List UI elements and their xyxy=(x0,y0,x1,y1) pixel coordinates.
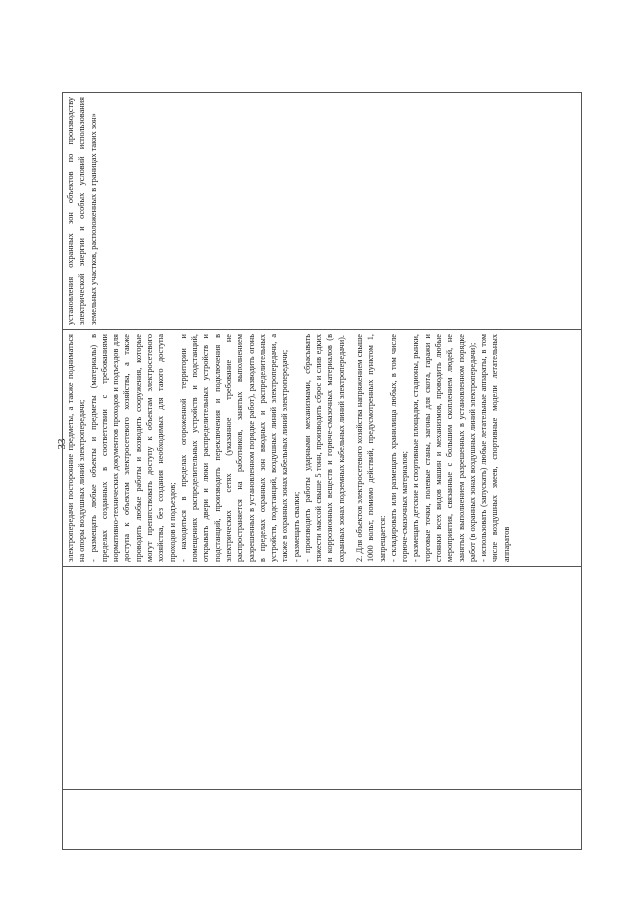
restriction-paragraph: - производить работы ударными механизмами, сбрасывать тяжести массой свыше 5 тонн, производить сброс и слив едких и коррозионных веществ и горюче-смазочных материалов (в охранных зонах подземных кабельных линий электропередачи). xyxy=(302,334,346,562)
legal-basis-cell: установления охранных зон объектов по производству электрической энергии и особых условий использования земельных участков, расположенных в границах таких зон» xyxy=(63,93,582,330)
table-cell-empty-1 xyxy=(63,790,582,850)
restriction-paragraph: - размещать любые объекты и предметы (материалы) в пределах созданных в соответствии с требованиями нормативно-технических документов проходов и подъездов для доступа к объектам электросетевого хозяйства, а также проводить любые работы и возводить сооружения, которые могут препятствовать доступу к объектам электросетевого хозяйства, без создания необходимых для такого доступа проходов и подъездов; xyxy=(88,334,177,562)
restriction-paragraph: электропередачи посторонние предметы, а также подниматься на опоры воздушных линий электропередачи; xyxy=(66,334,87,562)
restriction-paragraph: 2. Для объектов электросетевого хозяйства напряжением свыше 1000 вольт, помимо действий, предусмотренных пунктом 1, запрещается: xyxy=(355,334,387,562)
restriction-paragraph: - использовать (запускать) любые летательные аппараты, в том числе воздушных змеев, спортивные модели летательных аппаратов xyxy=(479,334,511,562)
restrictions-cell xyxy=(63,330,582,567)
page-number: 33 xyxy=(56,438,68,450)
rotated-page-content xyxy=(62,92,582,850)
restriction-paragraph: - размещать детские и спортивные площадки, стадионы, рынки, торговые точки, полевые станы, загоны для скота, гаражи и стоянки всех видов машин и механизмов, проводить любые мероприятия, связанные с большим скоплением людей, не занятых выполнением разрешенных в установленном порядке работ (в охранных зонах воздушных линий электропередачи); xyxy=(411,334,477,562)
restriction-paragraph: - складировать или размещать хранилища любых, в том числе горюче-смазочных материалов; xyxy=(388,334,410,562)
paragraph-gap xyxy=(347,334,354,562)
regulation-table xyxy=(62,92,582,850)
restriction-paragraph: - размещать свалки; xyxy=(291,491,301,562)
table-cell-empty-2 xyxy=(63,567,582,790)
restriction-paragraph: - находиться в пределах огороженной территории и помещениях распределительных устройств и подстанций, открывать двери и люки распределительных устройств и подстанций, производить переключения и подключения в электрических сетях (указанное требование не распространяется на работников, занятых выполнением разрешенных в установленном порядке работ), разводить огонь в пределах охранных зон вводных и распределительных устройств, подстанций, воздушных линий электропередачи, а также в охранных зонах кабельных линий электропередачи; xyxy=(178,334,290,562)
table-row xyxy=(63,93,582,850)
